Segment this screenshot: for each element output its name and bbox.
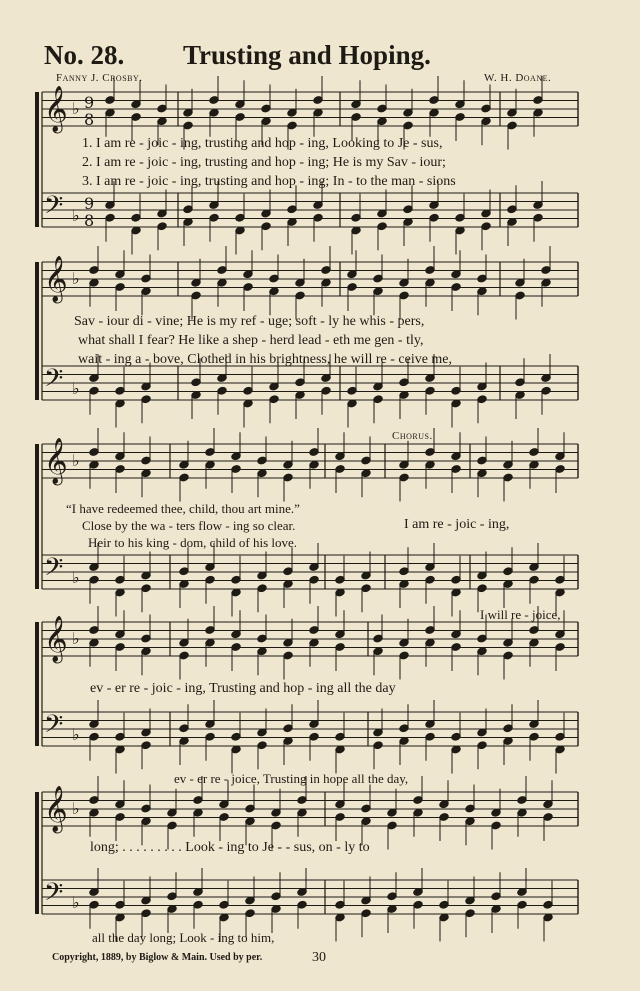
bass-clef-icon: 𝄢 [44, 710, 64, 745]
treble-clef-icon: 𝄞 [44, 256, 68, 302]
bass-clef-icon: 𝄢 [44, 191, 64, 226]
chorus-bass-lyric: I will re - joice, [480, 607, 561, 622]
treble-clef-icon: 𝄞 [44, 616, 68, 662]
treble-staff [42, 262, 578, 296]
flat-key-signature-icon: ♭ [72, 206, 80, 225]
system4-bass-lyric: ev - er re - joice, Trusting in hope all the day, [174, 771, 409, 786]
system-bracket [35, 792, 39, 914]
flat-key-signature-icon: ♭ [72, 799, 80, 818]
system-bracket [35, 444, 39, 589]
system-bracket [35, 92, 39, 227]
time-signature-top: 9 [84, 93, 95, 112]
bass-clef-icon: 𝄢 [44, 553, 64, 588]
treble-clef-icon: 𝄞 [44, 86, 68, 132]
flat-key-signature-icon: ♭ [72, 893, 80, 912]
system2-verse2-lyric: what shall I fear? He like a shep - herd lead - eth me gen - tly, [78, 333, 424, 348]
flat-key-signature-icon: ♭ [72, 379, 80, 398]
flat-key-signature-icon: ♭ [72, 725, 80, 744]
lyricist-credit: Fanny J. Crosby. [56, 72, 143, 84]
flat-key-signature-icon: ♭ [72, 451, 80, 470]
system3-verse3-lyric: Heir to his king - dom, child of his love. [88, 535, 298, 550]
system4-treble-lyric: ev - er re - joic - ing, Trusting and hop - ing all the day [90, 681, 396, 696]
system5-treble-lyric: long; . . . . . . . . . Look - ing to Je - - sus, on - ly to [90, 840, 370, 855]
hymn-number: No. 28. [44, 40, 125, 70]
treble-clef-icon: 𝄞 [44, 438, 68, 484]
flat-key-signature-icon: ♭ [72, 99, 80, 118]
system-bracket [35, 262, 39, 400]
bass-clef-icon: 𝄢 [44, 878, 64, 913]
copyright-notice: Copyright, 1889, by Biglow & Main. Used by per. [52, 952, 263, 963]
bass-staff [42, 366, 578, 400]
system3-verse1-lyric: “I have redeemed thee, child, thou art mine.” [66, 501, 300, 516]
bass-clef-icon: 𝄢 [44, 364, 64, 399]
system3-verse2-lyric: Close by the wa - ters flow - ing so clear. [82, 518, 296, 533]
flat-key-signature-icon: ♭ [72, 269, 80, 288]
system2-verse3-lyric: wait - ing a - bove, Clothed in his brightness, he will re - ceive me, [78, 352, 453, 367]
time-signature-bottom: 8 [84, 211, 95, 230]
composer-credit: W. H. Doane. [484, 72, 552, 84]
system5-bass-lyric: all the day long; Look - ing to him, [92, 930, 275, 945]
system1-verse3-lyric: 3. I am re - joic - ing, trusting and hop - ing; In - to the man - sions [82, 174, 456, 189]
system2-verse1-lyric: Sav - iour di - vine; He is my ref - uge; soft - ly he whis - pers, [74, 314, 425, 329]
flat-key-signature-icon: ♭ [72, 568, 80, 587]
bass-staff [42, 193, 578, 227]
treble-clef-icon: 𝄞 [44, 786, 68, 832]
page-number: 30 [312, 950, 326, 965]
chorus-label: Chorus. [392, 430, 433, 442]
hymn-title: Trusting and Hoping. [183, 40, 431, 70]
treble-staff [42, 92, 578, 126]
system1-verse2-lyric: 2. I am re - joic - ing, trusting and hop - ing; He is my Sav - iour; [82, 155, 446, 170]
system-bracket [35, 622, 39, 746]
time-signature-top: 9 [84, 194, 95, 213]
system1-verse1-lyric: 1. I am re - joic - ing, trusting and hop - ing, Looking to Je - sus, [82, 136, 443, 151]
chorus-treble-lyric: I am re - joic - ing, [404, 517, 510, 532]
time-signature-bottom: 8 [84, 110, 95, 129]
flat-key-signature-icon: ♭ [72, 629, 80, 648]
